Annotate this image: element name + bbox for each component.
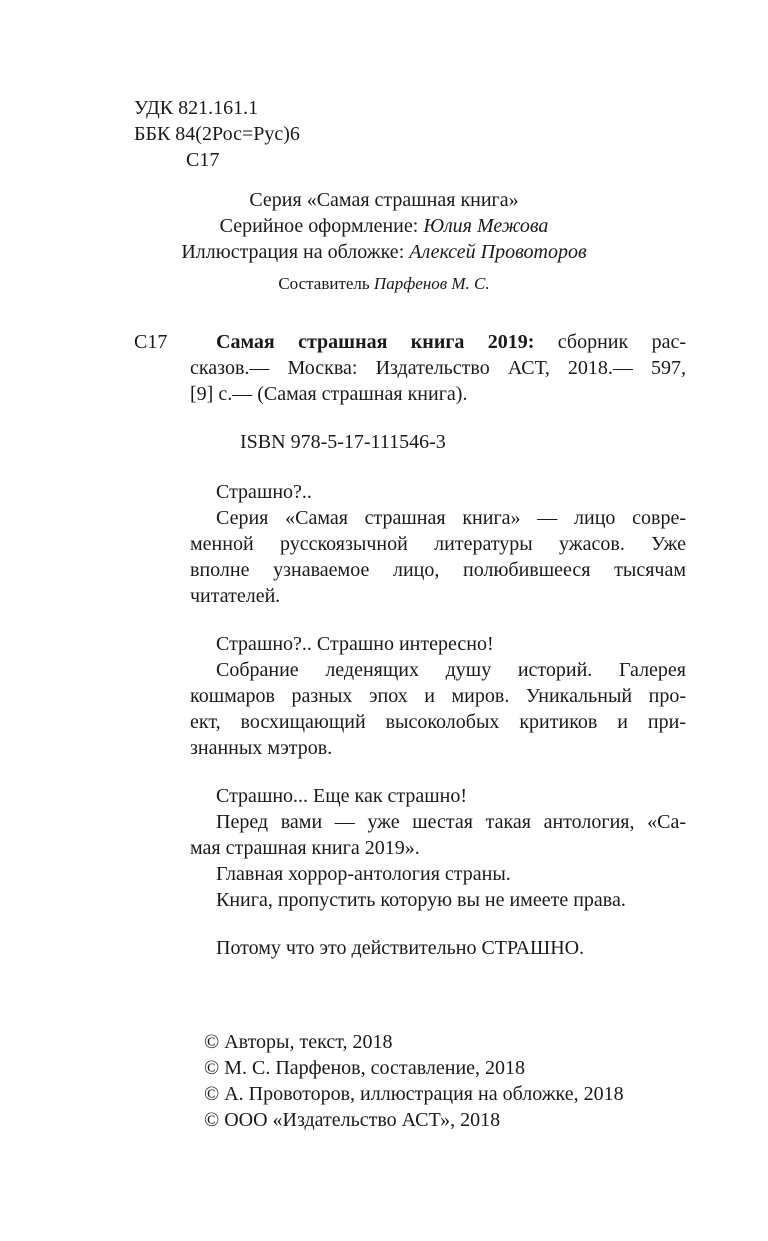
design-name: Юлия Межова: [423, 215, 549, 237]
annotation-p4-line-4: знанных мэтров.: [190, 737, 333, 759]
copyright-line: © ООО «Издательство АСТ», 2018: [204, 1109, 501, 1131]
design-label: Серийное оформление:: [219, 215, 424, 237]
illustration-credit: [0, 240, 768, 264]
annotation-p2-line-1: Серия «Самая страшная книга» — лицо совре-: [216, 507, 686, 529]
copyright-line: © Авторы, текст, 2018: [204, 1031, 393, 1053]
annotation-p4-line-1: Собрание леденящих душу историй. Галерея: [216, 659, 686, 681]
annotation-p2-line-4: читателей.: [190, 585, 281, 607]
annotation-p7: Главная хоррор-антология страны.: [216, 863, 511, 885]
compiler-credit: [0, 272, 768, 296]
annotation-p8: Книга, пропустить которую вы не имеете права.: [216, 889, 626, 911]
book-title: Самая страшная книга 2019:: [216, 331, 535, 353]
record-line-1-rest: сборник рас-: [534, 331, 686, 353]
record-line-3: [9] с.— (Самая страшная книга).: [190, 383, 468, 405]
isbn: ISBN 978-5-17-111546-3: [240, 431, 446, 453]
annotation-p6-line-2: мая страшная книга 2019».: [190, 837, 420, 859]
illustration-name: Алексей Провоторов: [409, 241, 587, 263]
record-line-1: [216, 330, 686, 354]
annotation-p4-line-3: ект, восхищающий высоколобых критиков и при-: [190, 711, 686, 733]
illustration-label: Иллюстрация на обложке:: [181, 241, 410, 263]
annotation-p9: Потому что это действительно СТРАШНО.: [216, 937, 585, 959]
compiler-label: Составитель: [278, 274, 374, 293]
annotation-p6-line-1: Перед вами — уже шестая такая антология, «Са-: [216, 811, 686, 833]
author-mark: С17: [186, 149, 220, 171]
bbk-code: ББК 84(2Рос=Рус)6: [134, 123, 300, 145]
annotation-p5: Страшно... Еще как страшно!: [216, 785, 468, 807]
udk-code: УДК 821.161.1: [134, 97, 259, 119]
design-credit: [0, 214, 768, 238]
annotation-p2-line-3: вполне узнаваемое лицо, полюбившееся тысячам: [190, 559, 686, 581]
record-line-2: сказов.— Москва: Издательство АСТ, 2018.— 597,: [190, 357, 686, 379]
record-mark: С17: [134, 331, 168, 353]
annotation-p1: Страшно?..: [216, 481, 312, 503]
annotation-p4-line-2: кошмаров разных эпох и миров. Уникальный про-: [190, 685, 686, 707]
copyright-line: © А. Провоторов, иллюстрация на обложке, 2018: [204, 1083, 624, 1105]
copyright-line: © М. С. Парфенов, составление, 2018: [204, 1057, 526, 1079]
series-line: Серия «Самая страшная книга»: [249, 189, 519, 211]
annotation-p3: Страшно?.. Страшно интересно!: [216, 633, 494, 655]
annotation-p2-line-2: менной русскоязычной литературы ужасов. Уже: [190, 533, 686, 555]
compiler-name: Парфенов М. С.: [373, 274, 490, 293]
